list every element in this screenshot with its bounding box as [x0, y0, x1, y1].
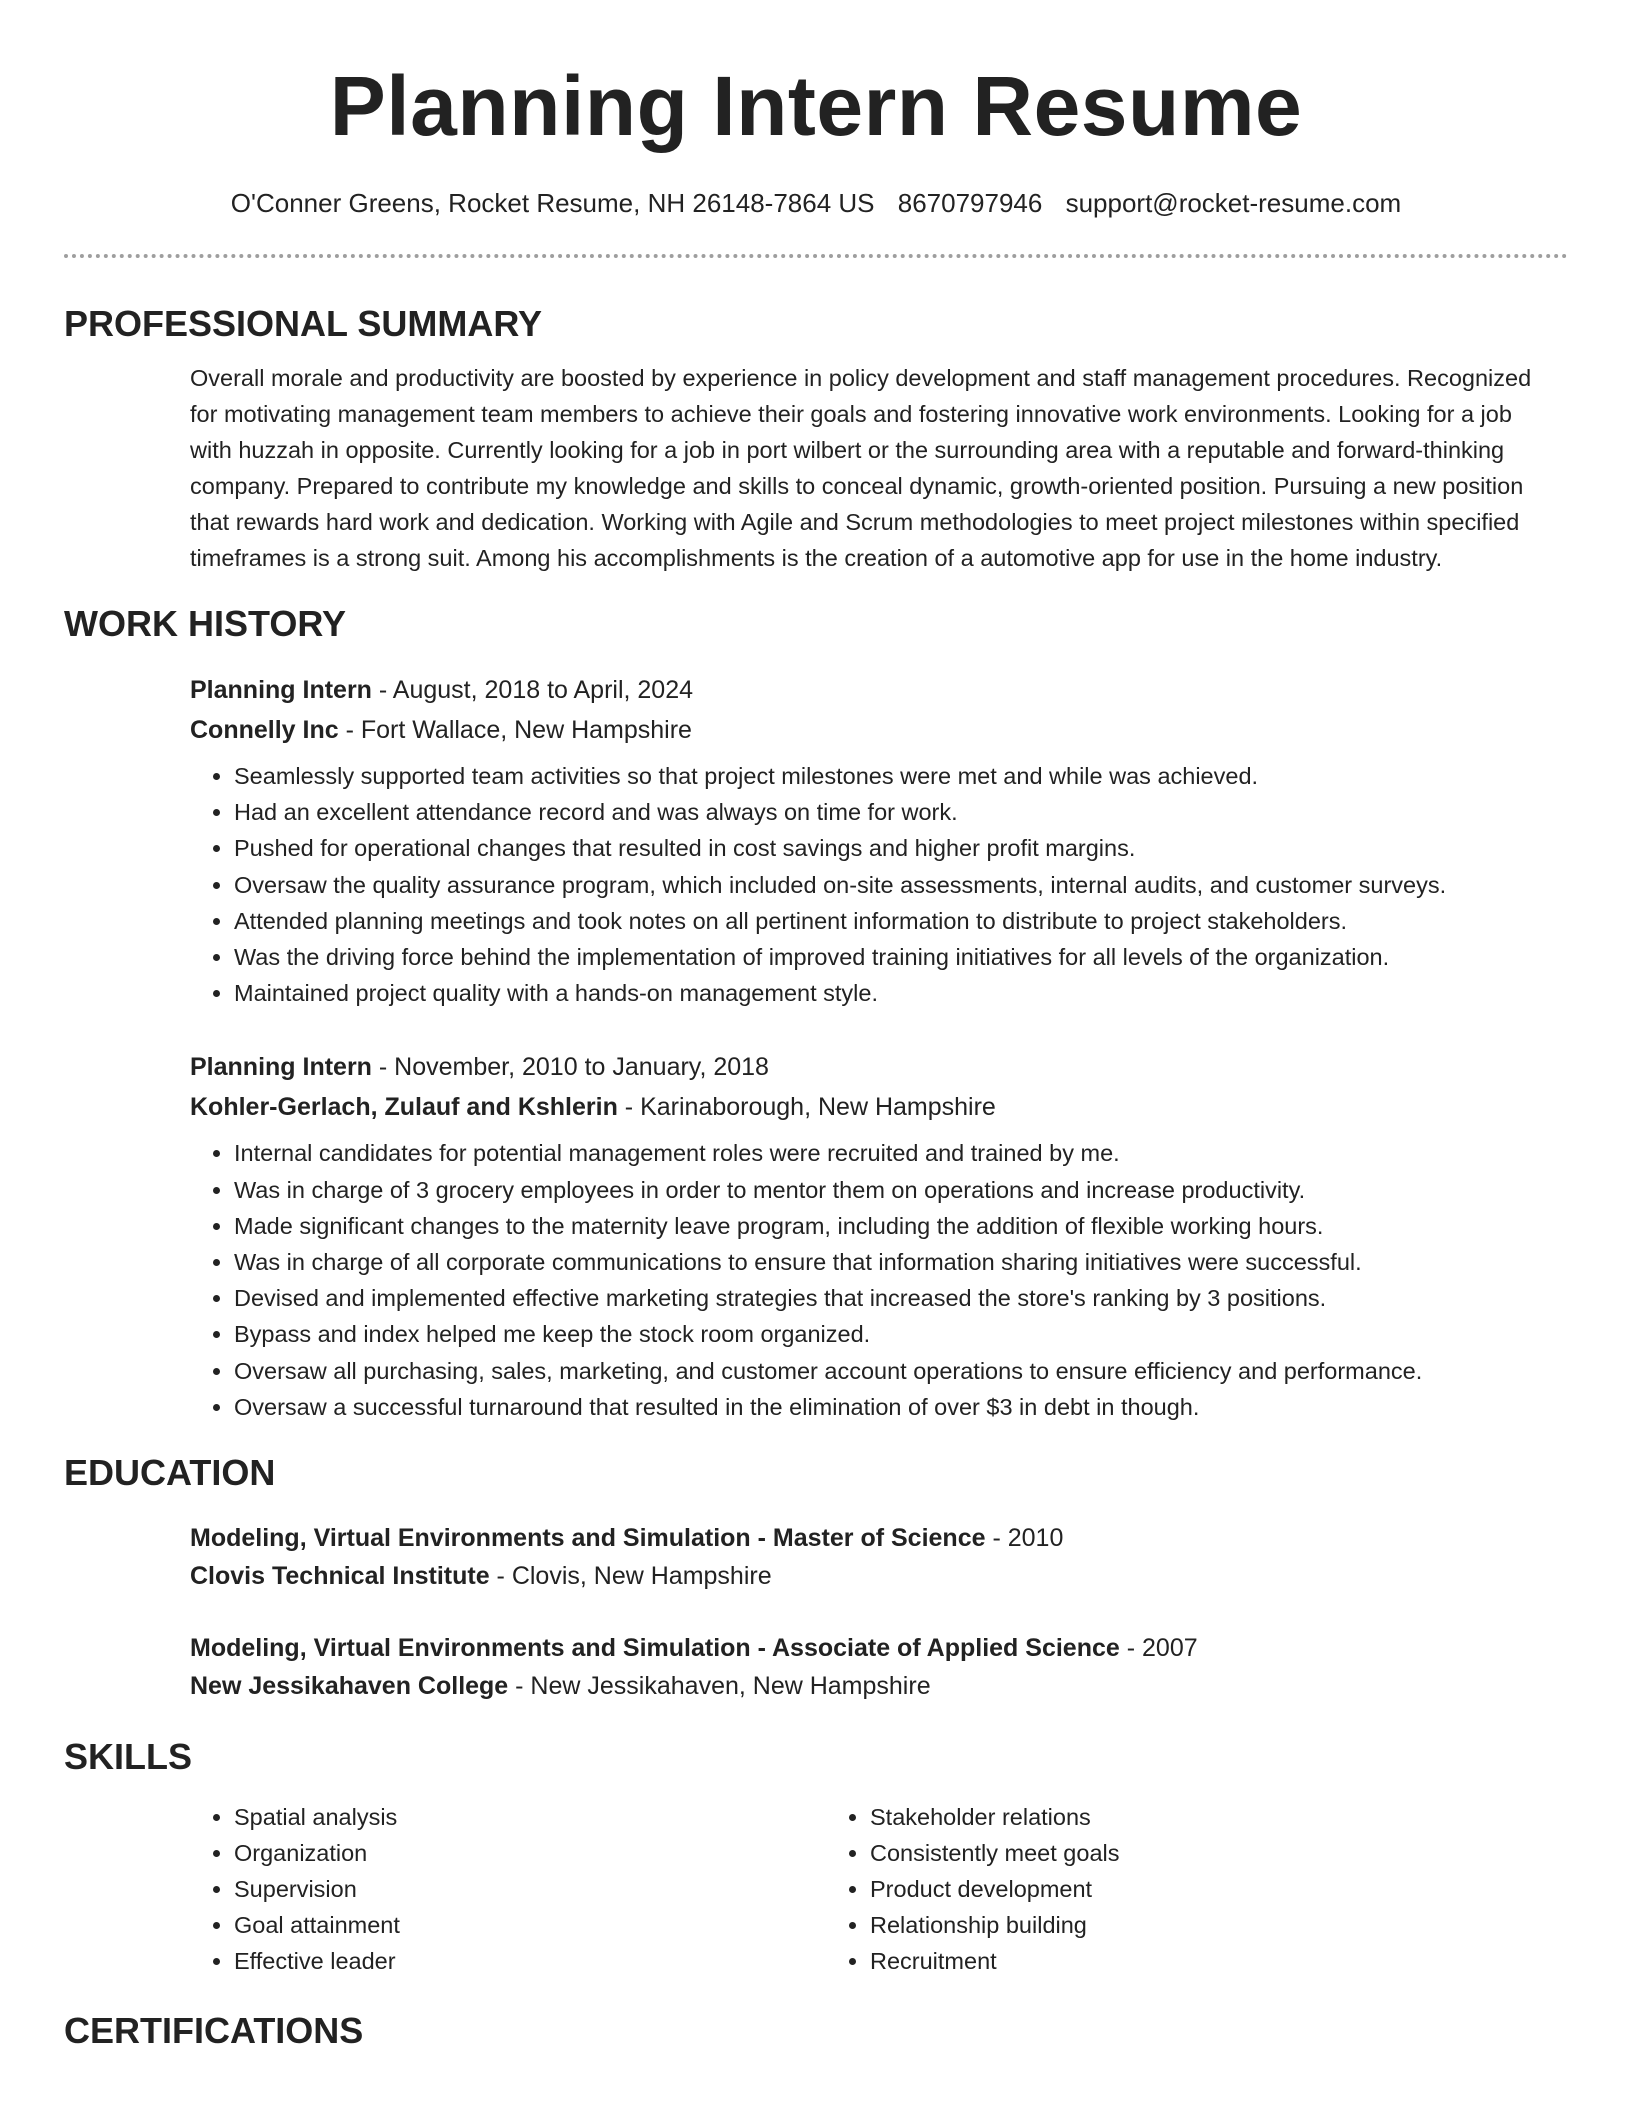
education-section	[64, 1519, 1568, 1705]
education-year: - 2007	[1119, 1634, 1198, 1663]
job-bullet: • Made significant changes to the maternity leave program, including the addition of flexible working hours.	[234, 1208, 1558, 1244]
job-dates: - November, 2010 to January, 2018	[371, 1053, 769, 1082]
education-school-line	[190, 1667, 1558, 1705]
job-bullet: • Oversaw all purchasing, sales, marketing, and customer account operations to ensure efficiency and performance.	[234, 1353, 1558, 1389]
job-company-line	[190, 710, 1558, 750]
education-location: - New Jessikahaven, New Hampshire	[508, 1672, 931, 1701]
skill-item: • Recruitment	[870, 1943, 1462, 1979]
skill-item: • Relationship building	[870, 1907, 1462, 1943]
job-bullet: • Internal candidates for potential management roles were recruited and trained by me.	[234, 1135, 1558, 1171]
job-bullet: • Had an excellent attendance record and was always on time for work.	[234, 794, 1558, 830]
skill-item: • Goal attainment	[234, 1907, 826, 1943]
job-bullet: • Devised and implemented effective marketing strategies that increased the store's ranking by 3 positions.	[234, 1280, 1558, 1316]
education-heading: EDUCATION	[64, 1452, 276, 1494]
job-title-line	[190, 670, 1558, 710]
education-location: - Clovis, New Hampshire	[489, 1562, 772, 1591]
summary-section	[64, 360, 1568, 576]
job-bullet: • Attended planning meetings and took notes on all pertinent information to distribute to project stakeholders.	[234, 903, 1558, 939]
contact-address: O'Conner Greens, Rocket Resume, NH 26148-7864 US	[230, 188, 875, 218]
work-history-section	[64, 670, 1568, 1425]
job-entry	[190, 1047, 1558, 1425]
header-divider	[64, 254, 1568, 258]
skill-item: • Stakeholder relations	[870, 1799, 1462, 1835]
job-bullet: • Maintained project quality with a hands-on management style.	[234, 975, 1558, 1011]
education-school: New Jessikahaven College	[190, 1672, 509, 1701]
skills-column-right	[826, 1799, 1462, 1979]
education-entry	[190, 1629, 1558, 1705]
skill-item: • Organization	[234, 1835, 826, 1871]
education-entry	[190, 1519, 1558, 1595]
job-bullet: • Oversaw a successful turnaround that resulted in the elimination of over $3 in debt in though.	[234, 1389, 1558, 1425]
education-degree: Modeling, Virtual Environments and Simulation - Master of Science	[190, 1524, 986, 1553]
resume-title: Planning Intern Resume	[329, 59, 1303, 153]
job-location: - Fort Wallace, New Hampshire	[338, 716, 692, 744]
job-dates: - August, 2018 to April, 2024	[371, 676, 694, 704]
job-bullet: • Oversaw the quality assurance program, which included on-site assessments, internal audits, and customer surveys.	[234, 867, 1558, 903]
job-company: Connelly Inc	[190, 716, 339, 744]
skill-item: • Supervision	[234, 1871, 826, 1907]
skills-grid	[190, 1799, 1558, 1979]
job-location: - Karinaborough, New Hampshire	[617, 1093, 996, 1122]
job-bullets	[190, 758, 1558, 1011]
education-degree-line	[190, 1519, 1558, 1557]
job-bullets	[190, 1135, 1558, 1425]
skill-item: • Consistently meet goals	[870, 1835, 1462, 1871]
education-degree-line	[190, 1629, 1558, 1667]
skill-item: • Product development	[870, 1871, 1462, 1907]
job-company-line	[190, 1087, 1558, 1127]
job-bullet: • Seamlessly supported team activities so that project milestones were met and while was achieved.	[234, 758, 1558, 794]
job-bullet: • Pushed for operational changes that resulted in cost savings and higher profit margins.	[234, 830, 1558, 866]
job-title: Planning Intern	[190, 676, 372, 704]
education-school: Clovis Technical Institute	[190, 1562, 490, 1591]
education-year: - 2010	[985, 1524, 1064, 1553]
job-title-line	[190, 1047, 1558, 1087]
certifications-heading: CERTIFICATIONS	[64, 2010, 364, 2052]
contact-email: support@rocket-resume.com	[1065, 188, 1402, 218]
job-bullet: • Was the driving force behind the implementation of improved training initiatives for all levels of the organization.	[234, 939, 1558, 975]
job-bullet: • Was in charge of 3 grocery employees in order to mentor them on operations and increase productivity.	[234, 1172, 1558, 1208]
job-bullet: • Bypass and index helped me keep the stock room organized.	[234, 1316, 1558, 1352]
summary-heading: PROFESSIONAL SUMMARY	[64, 303, 543, 344]
skills-heading: SKILLS	[64, 1736, 193, 1778]
contact-info	[64, 186, 1568, 220]
job-bullet: • Was in charge of all corporate communications to ensure that information sharing initiatives were successful.	[234, 1244, 1558, 1280]
summary-text: Overall morale and productivity are boosted by experience in policy development and staff management procedures. Recognized for motivating management team members to achieve their goals and fostering innovative work environments. Looking for a job with huzzah in opposite. Currently looking for a job in port wilbert or the surrounding area with a reputable and forward-thinking company. Prepared to contribute my knowledge and skills to conceal dynamic, growth-oriented position. Pursuing a new position that rewards hard work and dedication. Working with Agile and Scrum methodologies to meet project milestones within specified timeframes is a strong suit. Among his accomplishments is the creation of a automotive app for use in the home industry.	[190, 365, 1532, 571]
skills-section	[64, 1799, 1568, 1979]
education-degree: Modeling, Virtual Environments and Simulation - Associate of Applied Science	[190, 1634, 1120, 1663]
skill-item: • Spatial analysis	[234, 1799, 826, 1835]
skill-item: • Effective leader	[234, 1943, 826, 1979]
work-history-heading: WORK HISTORY	[64, 603, 347, 644]
skills-column-left	[190, 1799, 826, 1979]
job-company: Kohler-Gerlach, Zulauf and Kshlerin	[190, 1093, 618, 1122]
education-school-line	[190, 1557, 1558, 1595]
job-entry	[190, 670, 1558, 1011]
contact-phone: 8670797946	[897, 188, 1043, 218]
job-title: Planning Intern	[190, 1053, 372, 1082]
